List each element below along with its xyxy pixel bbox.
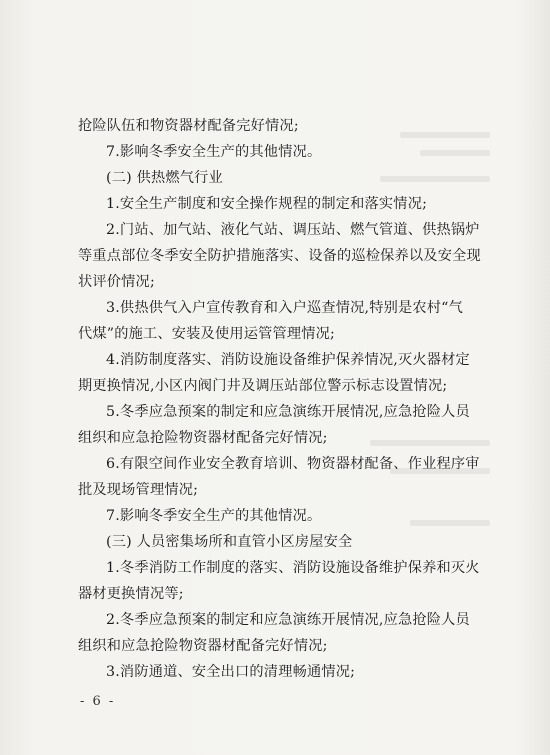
body-line: 7.影响冬季安全生产的其他情况。 xyxy=(106,508,322,524)
body-line: 组织和应急抢险物资器材配备完好情况; xyxy=(78,430,328,446)
body-line: 1.冬季消防工作制度的落实、消防设施设备维护保养和灭火 xyxy=(106,560,480,576)
body-line: 1.安全生产制度和安全操作规程的制定和落实情况; xyxy=(106,196,428,212)
bleed-through-mark xyxy=(410,520,490,526)
body-line: 代煤”的施工、安装及使用运管管理情况; xyxy=(78,326,336,342)
bleed-through-mark xyxy=(400,132,490,138)
bleed-through-mark xyxy=(370,440,490,446)
body-line: 器材更换情况等; xyxy=(78,586,184,602)
body-line: 6.有限空间作业安全教育培训、物资器材配备、作业程序审 xyxy=(106,456,480,472)
body-line: 状评价情况; xyxy=(78,274,155,290)
body-line: 组织和应急抢险物资器材配备完好情况; xyxy=(78,638,328,654)
body-line: 3.消防通道、安全出口的清理畅通情况; xyxy=(106,664,356,680)
body-line: 4.消防制度落实、消防设施设备维护保养情况,灭火器材定 xyxy=(106,352,470,368)
section-heading: (三) 人员密集场所和直管小区房屋安全 xyxy=(106,534,353,550)
body-line: 期更换情况,小区内阀门井及调压站部位警示标志设置情况; xyxy=(78,378,448,394)
body-line: 2.冬季应急预案的制定和应急演练开展情况,应急抢险人员 xyxy=(106,612,470,628)
body-line: 等重点部位冬季安全防护措施落实、设备的巡检保养以及安全现 xyxy=(78,248,481,264)
body-line: 3.供热供气入户宣传教育和入户巡查情况,特别是农村“气 xyxy=(106,300,464,316)
bleed-through-mark xyxy=(390,468,490,474)
bleed-through-mark xyxy=(380,176,490,182)
page-number: - 6 - xyxy=(80,694,116,709)
body-line: 5.冬季应急预案的制定和应急演练开展情况,应急抢险人员 xyxy=(106,404,470,420)
body-line: 批及现场管理情况; xyxy=(78,482,199,498)
body-line: 7.影响冬季安全生产的其他情况。 xyxy=(106,144,322,160)
body-line: 抢险队伍和物资器材配备完好情况; xyxy=(78,118,299,134)
body-line: 2.门站、加气站、液化气站、调压站、燃气管道、供热锅炉 xyxy=(106,222,480,238)
bleed-through-mark xyxy=(420,150,490,156)
section-heading: (二) 供热燃气行业 xyxy=(106,170,223,186)
